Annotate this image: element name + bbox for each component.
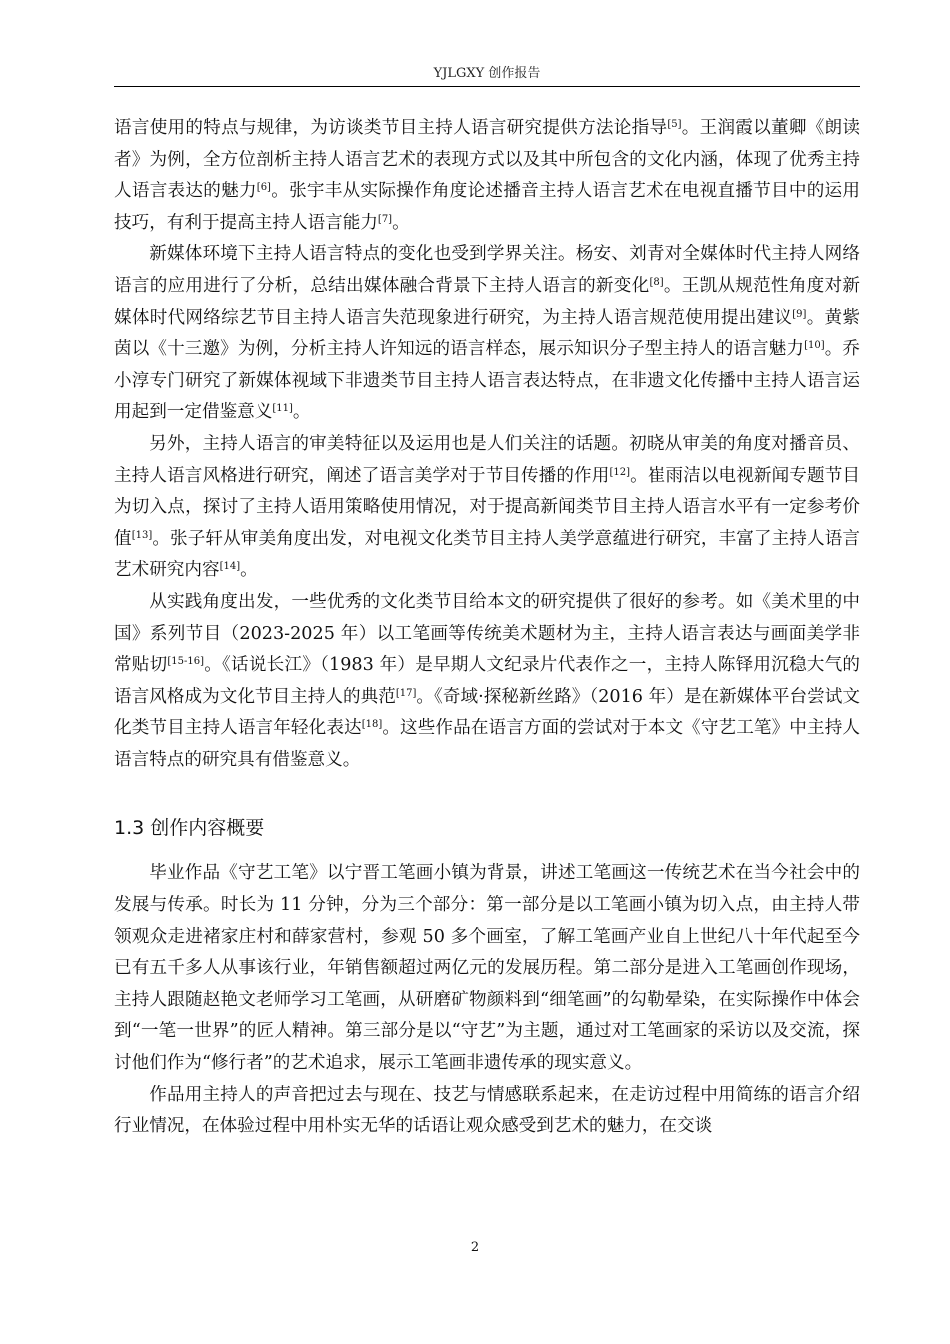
paragraph (114, 113, 860, 239)
citation-ref: [7] (377, 213, 393, 225)
citation-ref: [9] (792, 308, 807, 320)
paragraph-text: 。这些作品在语言方面的尝试对于本文《守艺工笔》中主持人语言特点的研究具有借鉴意义。 (114, 718, 860, 770)
citation-ref: [14] (219, 561, 241, 573)
paragraph-text: 。张宇丰从实际操作角度论述播音主持人语言艺术在电视直播节目中的运用技巧，有利于提高主持人语言能力 (114, 181, 860, 233)
paragraph (114, 429, 860, 587)
page-body (114, 113, 860, 1143)
paragraph: 毕业作品《守艺工笔》以宁晋工笔画小镇为背景，讲述工笔画这一传统艺术在当今社会中的发展与传承。时长为 11 分钟，分为三个部分：第一部分是以工笔画小镇为切入点，由主持人带领观众走进褚家庄村和薛家营村，参观 50 多个画室，了解工笔画产业自上世纪八十年代起至今已有五千多人从事该行业，年销售额超过两亿元的发展历程。第二部分是进入工笔画创作现场，主持人跟随赵艳文老师学习工笔画，从研磨矿物颜料到“细笔画”的勾勒晕染，在实际操作中体会到“一笔一世界”的匠人精神。第三部分是以“守艺”为主题，通过对工笔画家的采访以及交流，探讨他们作为“修行者”的艺术追求，展示工笔画非遗传承的现实意义。 (114, 863, 860, 1074)
citation-ref: [6] (256, 182, 271, 194)
citation-ref: [15-16] (167, 656, 205, 668)
paragraph-text: 。乔小淳专门研究了新媒体视域下非遗类节目主持人语言表达特点，在非遗文化传播中主持人语言运用起到一定借鉴意义 (114, 339, 860, 423)
header-rule (114, 86, 860, 87)
paragraph-text: 。 (292, 402, 311, 423)
paragraph-text: 语言使用的特点与规律，为访谈类节目主持人语言研究提供方法论指导 (114, 118, 668, 138)
citation-ref: [11] (272, 403, 293, 415)
paragraph: 作品用主持人的声音把过去与现在、技艺与情感联系起来，在走访过程中用简练的语言介绍行业情况，在体验过程中用朴实无华的话语让观众感受到艺术的魅力，在交谈 (114, 1084, 860, 1137)
citation-ref: [12] (609, 466, 630, 478)
citation-ref: [17] (395, 687, 417, 699)
running-header: YJLGXY 创作报告 (433, 66, 541, 81)
citation-ref: [8] (649, 276, 664, 288)
page-number: 2 (470, 1240, 480, 1255)
citation-ref: [5] (667, 119, 682, 130)
paragraph-text: 。 (240, 560, 258, 581)
paragraph-text: 。黄紫茵以《十三邀》为例，分析主持人许知远的语言样态，展示知识分子型主持人的语言魅力 (114, 307, 860, 360)
paragraph-text: 。 (392, 212, 410, 233)
paragraph-text: 新媒体环境下主持人语言特点的变化也受到学界关注。杨安、刘青对全媒体时代主持人网络语言的应用进行了分析，总结出媒体融合背景下主持人语言的新变化 (114, 244, 860, 296)
citation-ref: [10] (804, 340, 825, 352)
citation-ref: [18] (361, 719, 383, 731)
paragraph-text: 。崔雨洁以电视新闻专题节目为切入点，探讨了主持人语用策略使用情况，对于提高新闻类节目主持人语言水平有一定参考价值 (114, 465, 860, 549)
paragraph-text: 从实践角度出发，一些优秀的文化类节目给本文的研究提供了很好的参考。如《美术里的中国》系列节目（2023-2025 年）以工笔画等传统美术题材为主，主持人语言表达与画面美学非常贴切 (114, 591, 860, 676)
paragraph-text: 。王凯从规范性角度对新媒体时代网络综艺节目主持人语言失范现象进行研究，为主持人语言规范使用提出建议 (114, 275, 860, 328)
citation-ref: [13] (131, 529, 153, 541)
section-heading: 1.3 创作内容概要 (114, 817, 265, 840)
paragraph-text: 另外，主持人语言的审美特征以及运用也是人们关注的话题。初晓从审美的角度对播音员、主持人语言风格进行研究，阐述了语言美学对于节目传播的作用 (114, 433, 860, 486)
paragraph (114, 587, 860, 777)
paragraph-text: 。《奇域·探秘新丝路》（2016 年）是在新媒体平台尝试文化类节目主持人语言年轻化表达 (114, 686, 860, 739)
paragraph-text: 。张子轩从审美角度出发，对电视文化类节目主持人美学意蕴进行研究，丰富了主持人语言艺术研究内容 (114, 528, 860, 581)
paragraph (114, 239, 860, 429)
paragraph-text: 。《话说长江》（1983 年）是早期人文纪录片代表作之一，主持人陈铎用沉稳大气的语言风格成为文化节目主持人的典范 (114, 655, 860, 707)
paragraph-text: 。王润霞以董卿《朗读者》为例，全方位剖析主持人语言艺术的表现方式以及其中所包含的文化内涵，体现了优秀主持人语言表达的魅力 (114, 118, 860, 202)
